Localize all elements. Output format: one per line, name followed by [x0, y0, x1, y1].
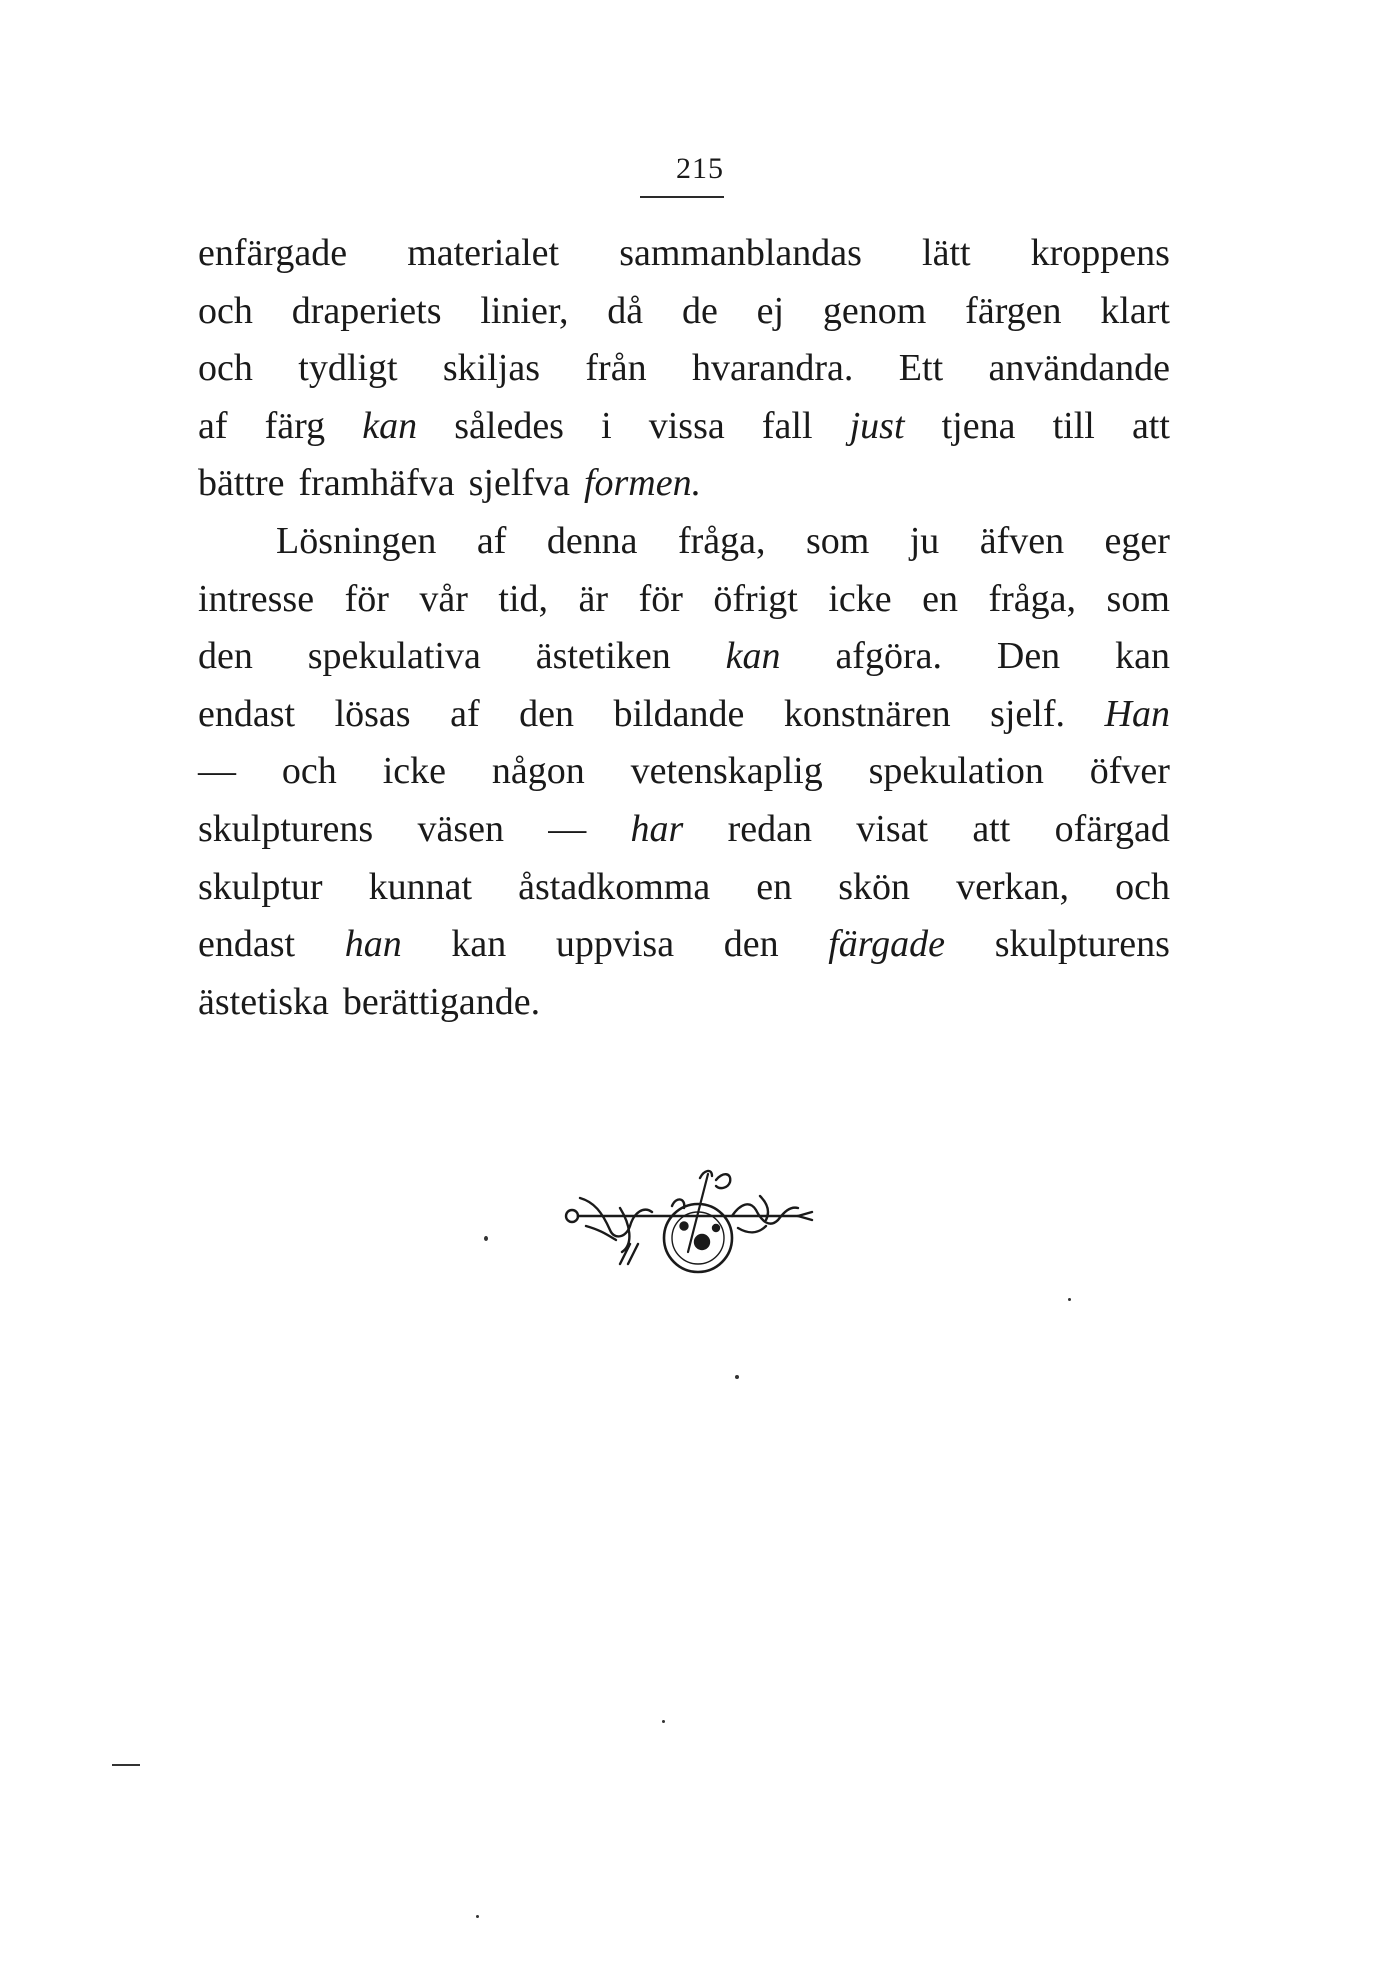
text-line [198, 686, 1170, 744]
margin-dash [112, 1764, 140, 1766]
speck [735, 1375, 739, 1379]
italic-word: Han [1104, 692, 1170, 735]
word: fall [761, 404, 813, 447]
word: färg [264, 404, 326, 447]
text-line [198, 974, 1170, 1032]
text-line [198, 859, 1170, 917]
word: kroppens [1030, 232, 1170, 274]
word: vår [419, 577, 468, 620]
word: materialet [407, 232, 560, 274]
word: enfärgade [198, 232, 348, 274]
word: — [548, 807, 587, 850]
word: Lösningen [276, 519, 437, 562]
word: af [476, 519, 507, 562]
text-line [198, 513, 1170, 571]
text-line [198, 398, 1170, 456]
word: och [198, 347, 253, 390]
word: skulpturens [994, 923, 1170, 966]
italic-word: har [630, 807, 684, 850]
text-line [198, 916, 1170, 974]
word: således [454, 404, 564, 447]
word: skulptur [198, 865, 323, 908]
word: är [578, 577, 609, 620]
word: väsen [417, 807, 505, 850]
word: ej [756, 289, 785, 332]
word: som [805, 519, 870, 562]
word: redan [727, 807, 812, 850]
word: som [1106, 577, 1170, 620]
word: någon [491, 750, 585, 793]
word: och [198, 289, 253, 332]
word: verkan, [956, 865, 1070, 908]
speck [662, 1720, 665, 1723]
word: då [607, 289, 644, 332]
word: klart [1100, 289, 1170, 332]
word: användande [988, 347, 1170, 390]
word: lösas [334, 692, 411, 735]
italic-word: kan [725, 635, 781, 678]
text-line [198, 340, 1170, 398]
word: afgöra. [835, 635, 942, 678]
word: endast [198, 692, 296, 735]
speck [1068, 1298, 1071, 1301]
text-block [198, 225, 1170, 1031]
word: åstadkomma [518, 865, 711, 908]
word: endast [198, 923, 296, 966]
word: för [344, 577, 389, 620]
word: genom [822, 289, 927, 332]
speck [476, 1915, 479, 1918]
page-number-rule [640, 196, 724, 198]
text-line [198, 225, 1170, 283]
word: öfrigt [713, 577, 798, 620]
text-line [198, 283, 1170, 341]
word: äfven [979, 519, 1065, 562]
word: bättre [198, 462, 285, 505]
word: bildande [613, 692, 745, 735]
speck [484, 1236, 488, 1241]
word: till [1052, 404, 1095, 447]
word: — [198, 750, 236, 793]
word: en [756, 865, 793, 908]
word: lätt [922, 232, 971, 274]
palette-brushes-vignette-icon [560, 1168, 820, 1288]
word: icke [382, 750, 446, 793]
word: och [281, 750, 337, 793]
word: en [922, 577, 958, 620]
word: linier, [480, 289, 569, 332]
italic-word: han [344, 923, 402, 966]
word: visat [856, 807, 929, 850]
word: draperiets [291, 289, 442, 332]
word: af [198, 404, 228, 447]
word: vetenskaplig [630, 750, 823, 793]
italic-word: just [849, 404, 905, 447]
word: vissa [648, 404, 725, 447]
page-number: 215 [676, 152, 724, 185]
word: spekulativa [307, 635, 481, 678]
word: skön [838, 865, 911, 908]
word: öfver [1089, 750, 1170, 793]
word: eger [1104, 519, 1170, 562]
word: sjelf. [990, 692, 1066, 735]
word: färgen [965, 289, 1062, 332]
word: spekulation [868, 750, 1044, 793]
word: den [723, 923, 779, 966]
word: kan [451, 923, 507, 966]
italic-word: färgade [828, 923, 946, 966]
word: denna [546, 519, 638, 562]
italic-word: kan [362, 404, 418, 447]
word: tydligt [298, 347, 398, 390]
word: ästetiska [198, 980, 329, 1023]
word: att [1131, 404, 1170, 447]
text-line [198, 571, 1170, 629]
word: Den [996, 635, 1061, 678]
word: icke [828, 577, 892, 620]
word: från [585, 347, 647, 390]
word: kunnat [368, 865, 473, 908]
word: berättigande. [342, 980, 541, 1023]
word: ofärgad [1054, 807, 1170, 850]
text-line [198, 743, 1170, 801]
word: i [601, 404, 612, 447]
word: sammanblandas [619, 232, 862, 274]
word: tjena [941, 404, 1016, 447]
word: skulpturens [198, 807, 374, 850]
word: och [1115, 865, 1170, 908]
word: fråga, [988, 577, 1077, 620]
word: för [638, 577, 683, 620]
italic-word: formen. [583, 462, 702, 505]
word: tid, [498, 577, 549, 620]
word: af [450, 692, 480, 735]
word: sjelfva [468, 462, 570, 505]
word: att [972, 807, 1011, 850]
text-line [198, 628, 1170, 686]
word: fråga, [677, 519, 766, 562]
word: ästetiken [535, 635, 671, 678]
text-line [198, 455, 1170, 513]
word: intresse [198, 577, 315, 620]
word: den [519, 692, 574, 735]
word: kan [1115, 635, 1170, 678]
word: hvarandra. [691, 347, 854, 390]
word: den [198, 635, 253, 678]
word: konstnären [783, 692, 951, 735]
word: de [681, 289, 718, 332]
word: framhäfva [298, 462, 455, 505]
word: uppvisa [555, 923, 675, 966]
word: ju [909, 519, 940, 562]
word: Ett [898, 347, 944, 390]
text-line [198, 801, 1170, 859]
word: skiljas [442, 347, 541, 390]
